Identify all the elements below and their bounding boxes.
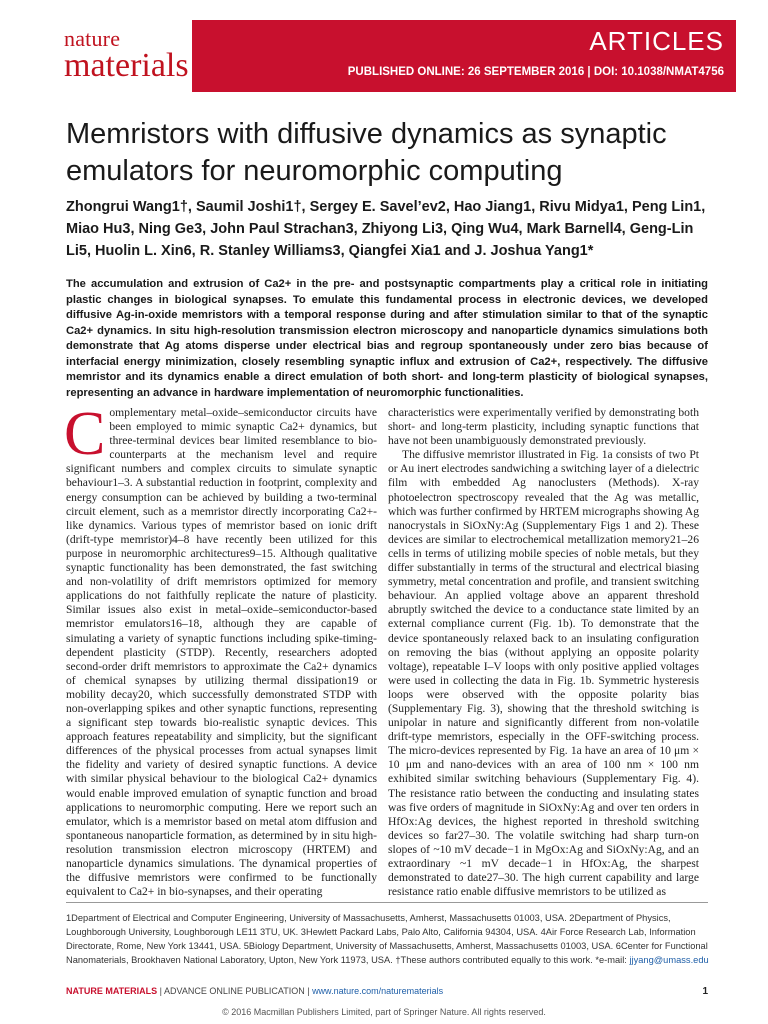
section-label: ARTICLES <box>589 26 724 56</box>
body-paragraph: The diffusive memristor illustrated in Fig. 1a consists of two Pt or Au inert electrodes sandwiching a switching layer of a dielectric film with embedded Ag nanoclusters (Methods). X-ray photoelectron spectroscopy revealed that the Ag was metallic, which was further confirmed by HRTEM micrographs showing Ag nanocrystals in SiOxNy:Ag (Supplementary Figs 1 and 2). These devices are similar to electrochemical metallization memory21–26 cells in terms of utilizing mobile species of noble metals, but they differ substantially in terms of the structural and electrical biasing symmetry, metal concentration and profile, and transient switching behaviour. An applied voltage above an apparent threshold abruptly switched the device to a conductance state limited by an external compliance current (Fig. 1b). To demonstrate that the device spontaneously relaxed back to an insulating configuration on removing the bias (without applying an opposite polarity voltage), repeatable I–V loops with only positive applied voltages were used in collecting the data in Fig. 1b. Symmetric hysteresis loops were observed with the opposite polarity bias (Supplementary Fig. 3), showing that the threshold switching is unipolar in nature and significantly different from non-volatile drift-type memristors, especially in the OFF-switching process. The micro-devices represented by Fig. 1a have an area of 10 μm × 10 μm and nano-devices with an area of 100 nm × 100 nm exhibited similar switching behaviours (Supplementary Fig. 4). The resistance ratio between the conducting and insulating states was five orders of magnitude in SiOxNy:Ag and over ten orders in HfOx:Ag devices, the highest reported in threshold switching devices so far27–30. The volatile switching had sharp turn-on slopes of ~10 mV decade−1 in MgOx:Ag and SiOxNy:Ag, and an extraordinary ~1 mV decade−1 in HfOx:Ag, the sharpest demonstrated to date27–30. The high current capability and large resistance ratio enable diffusive memristors to be utilized as <box>388 448 699 899</box>
body-text-left: omplementary metal–oxide–semiconductor circuits have been employed to mimic synaptic Ca2+ dynamics, but three-terminal devices bear limited resemblance to bio-counterparts at the mechanism level and require significant numbers and complex circuits to simulate synaptic behaviour1–3. A substantial reduction in footprint, complexity and energy consumption can be achieved by building a two-terminal circuit element, such as a memristor directly incorporating Ca2+-like dynamics. Various types of memristor based on ionic drift (drift-type memristor)4–8 have recently been utilized for this purpose in neuromorphic architectures9–15. Although qualitative synaptic functionality has been demonstrated, the fast switching and non-volatility of drift memristors optimized for memory applications do not faithfully replicate the nature of plasticity. Similar issues also exist in metal–oxide–semiconductor-based memristor emulators16–18, although they are capable of simulating a variety of synaptic functions including spike-timing-dependent plasticity (STDP). Recently, researchers adopted second-order drift memristors to approximate the Ca2+ dynamics of chemical synapses by utilizing thermal dissipation19 or mobility decay20, which successfully demonstrated STDP with non-overlapping spikes and other synaptic functions, representing a significant step towards bio-realistic synaptic devices. This approach features repeatability and simplicity, but the significant differences of the physical processes from actual synapses limit the fidelity and variety of desired synaptic functions. A device with similar physical behaviour to the biological Ca2+ dynamics would enable improved emulation of synaptic function and broad applications to neuromorphic computing. Here we report such an emulator, which is a memristor based on metal atom diffusion and spontaneous nanoparticle formation, as determined by in situ high-resolution transmission electron microscopy (HRTEM) and nanoparticle dynamics simulations. The dynamical properties of the diffusive memristors were confirmed to be functionally equivalent to Ca2+ in bio-synapses, and their operating <box>66 406 377 899</box>
footer-journal: NATURE MATERIALS <box>66 986 158 996</box>
page-footer <box>66 986 708 996</box>
footnote-divider <box>66 902 708 903</box>
drop-cap: C <box>64 400 106 468</box>
page-number: 1 <box>702 986 708 997</box>
journal-logo[interactable] <box>32 20 192 92</box>
affiliations-text: 1Department of Electrical and Computer Engineering, University of Massachusetts, Amherst, Massachusetts 01003, USA. 2Department of Physics, Loughborough University, Loughborough LE11 3TU, UK. 3Hewlett Packard Labs, Palo Alto, California 94304, USA. 4Air Force Research Lab, Information Directorate, Rome, New York 13441, USA. 5Biology Department, University of Massachusetts, Amherst, Massachusetts 01003, USA. 6Center for Functional Nanomaterials, Brookhaven National Laboratory, Upton, New York 11973, USA. †These authors contributed equally to this work. *e-mail: <box>66 913 708 965</box>
email-link[interactable]: jjyang@umass.edu <box>629 955 709 965</box>
footer-issue: | ADVANCE ONLINE PUBLICATION | <box>157 986 313 996</box>
article-title: Memristors with diffusive dynamics as synaptic emulators for neuromorphic computing <box>66 118 667 187</box>
publication-info: PUBLISHED ONLINE: 26 SEPTEMBER 2016 | DOI: 10.1038/NMAT4756 <box>347 66 724 78</box>
body-paragraph: characteristics were experimentally verified by demonstrating both short- and long-term plasticity, including synaptic functions that have not been unambiguously demonstrated previously. <box>388 406 699 448</box>
body-column-left <box>64 400 377 899</box>
logo-nature-text: nature <box>64 26 121 51</box>
journal-header <box>32 20 736 92</box>
author-list: Zhongrui Wang1†, Saumil Joshi1†, Sergey E. Savel’ev2, Hao Jiang1, Rivu Midya1, Peng Lin1, Miao Hu3, Ning Ge3, John Paul Strachan3, Zhiyong Li3, Qing Wu4, Mark Barnell4, Geng-Lin Li5, Huolin L. Xin6, R. Stanley Williams3, Qiangfei Xia1 and J. Joshua Yang1* <box>66 199 706 259</box>
abstract: The accumulation and extrusion of Ca2+ in the pre- and postsynaptic compartments play a critical role in initiating plastic changes in biological synapses. To emulate this fundamental process in electronic devices, we developed diffusive Ag-in-oxide memristors with a temporal response during and after stimulation similar to that of the synaptic Ca2+ dynamics. In situ high-resolution transmission electron microscopy and nanoparticle dynamics simulations both demonstrate that Ag atoms disperse under electrical bias and regroup spontaneously under zero bias because of interfacial energy minimization, closely resembling synaptic influx and extrusion of Ca2+, respectively. The diffusive memristor and its dynamics enable a direct emulation of both short- and long-term plasticity of biological synapses, representing an advance in hardware implementation of neuromorphic functionalities. <box>66 278 708 399</box>
header-band <box>192 20 736 92</box>
footer-url-link[interactable]: www.nature.com/naturematerials <box>312 986 444 996</box>
logo-materials-text: materials <box>64 47 189 84</box>
affiliations <box>66 911 714 967</box>
copyright-notice: © 2016 Macmillan Publishers Limited, part of Springer Nature. All rights reserved. <box>222 1007 546 1017</box>
body-column-right <box>388 406 699 899</box>
